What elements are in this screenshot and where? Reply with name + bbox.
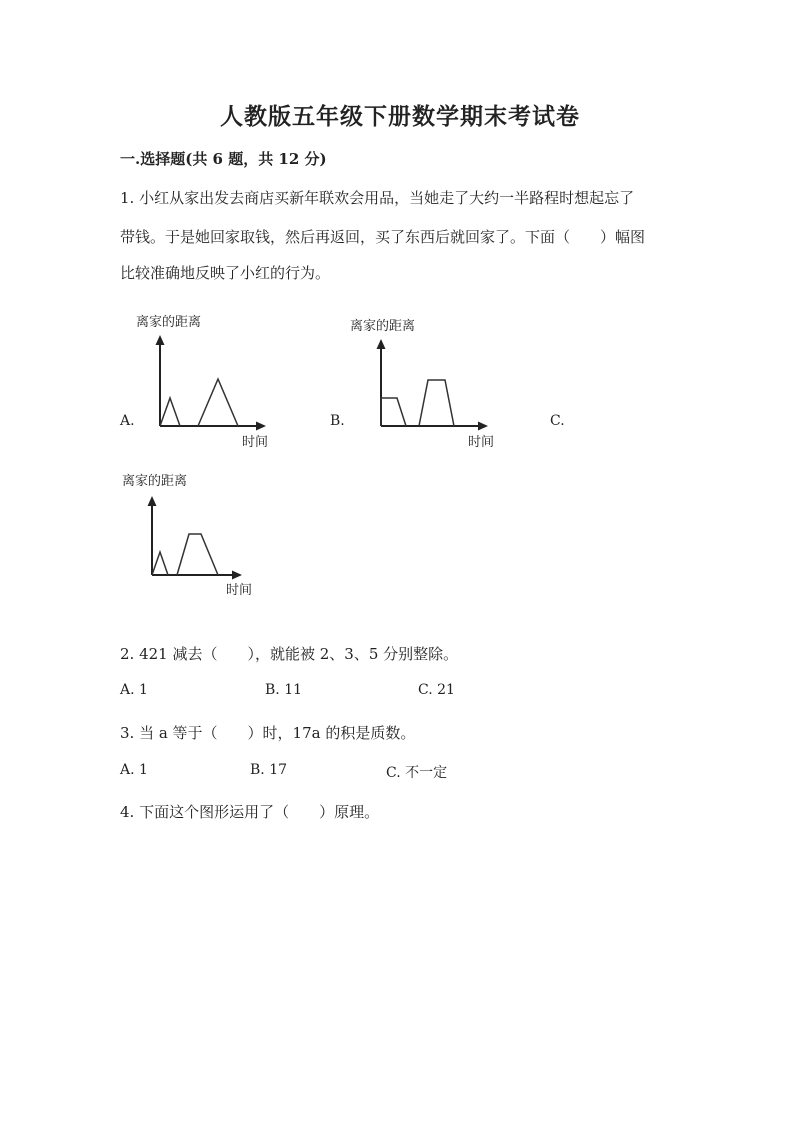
y-axis-label: 离家的距离 [350, 319, 416, 334]
q1-option-c-label[interactable]: C. [550, 413, 565, 429]
q1-graph-c [122, 470, 272, 600]
q1-graph-a [130, 310, 280, 455]
trip-segment-1 [160, 398, 180, 426]
q2-text: 2. 421 减去（ ），就能被 2、3、5 分别整除。 [120, 645, 459, 663]
x-axis-label: 时间 [468, 435, 495, 450]
trip-segment-2 [177, 534, 218, 575]
trip-segment-2 [419, 380, 454, 426]
y-axis-label: 离家的距离 [122, 474, 188, 489]
x-axis-arrow-icon [478, 422, 488, 431]
q1-option-b-label[interactable]: B. [330, 413, 345, 429]
q1-line-1: 1. 小红从家出发去商店买新年联欢会用品，当她走了大约一半路程时想起忘了 [120, 189, 635, 207]
y-axis-arrow-icon [156, 335, 165, 345]
q1-graph-b [350, 310, 505, 455]
q3-option-b[interactable]: B. 17 [250, 762, 288, 778]
x-axis-arrow-icon [232, 571, 242, 580]
x-axis-label: 时间 [242, 435, 269, 450]
y-axis-arrow-icon [377, 339, 386, 349]
trip-segment-1 [152, 552, 168, 575]
x-axis-label: 时间 [226, 583, 253, 598]
q1-option-a-label[interactable]: A. [120, 413, 135, 429]
q4-text: 4. 下面这个图形运用了（ ）原理。 [120, 803, 380, 821]
page-title: 人教版五年级下册数学期末考试卷 [220, 103, 580, 130]
trip-segment-1 [381, 398, 406, 426]
y-axis-arrow-icon [148, 496, 157, 506]
q1-line-2: 带钱。于是她回家取钱，然后再返回，买了东西后就回家了。下面（ ）幅图 [120, 228, 646, 246]
section-heading: 一.选择题(共 6 题，共 12 分) [120, 150, 327, 168]
x-axis-arrow-icon [256, 422, 266, 431]
q3-text: 3. 当 a 等于（ ）时，17a 的积是质数。 [120, 724, 416, 742]
q3-option-a[interactable]: A. 1 [120, 762, 148, 778]
q2-option-c[interactable]: C. 21 [418, 682, 455, 698]
y-axis-label: 离家的距离 [136, 315, 202, 330]
q1-line-3: 比较准确地反映了小红的行为。 [120, 264, 331, 282]
q2-option-b[interactable]: B. 11 [265, 682, 303, 698]
trip-segment-2 [198, 379, 238, 426]
q2-option-a[interactable]: A. 1 [120, 682, 148, 698]
q3-option-c[interactable]: C. 不一定 [386, 765, 448, 781]
